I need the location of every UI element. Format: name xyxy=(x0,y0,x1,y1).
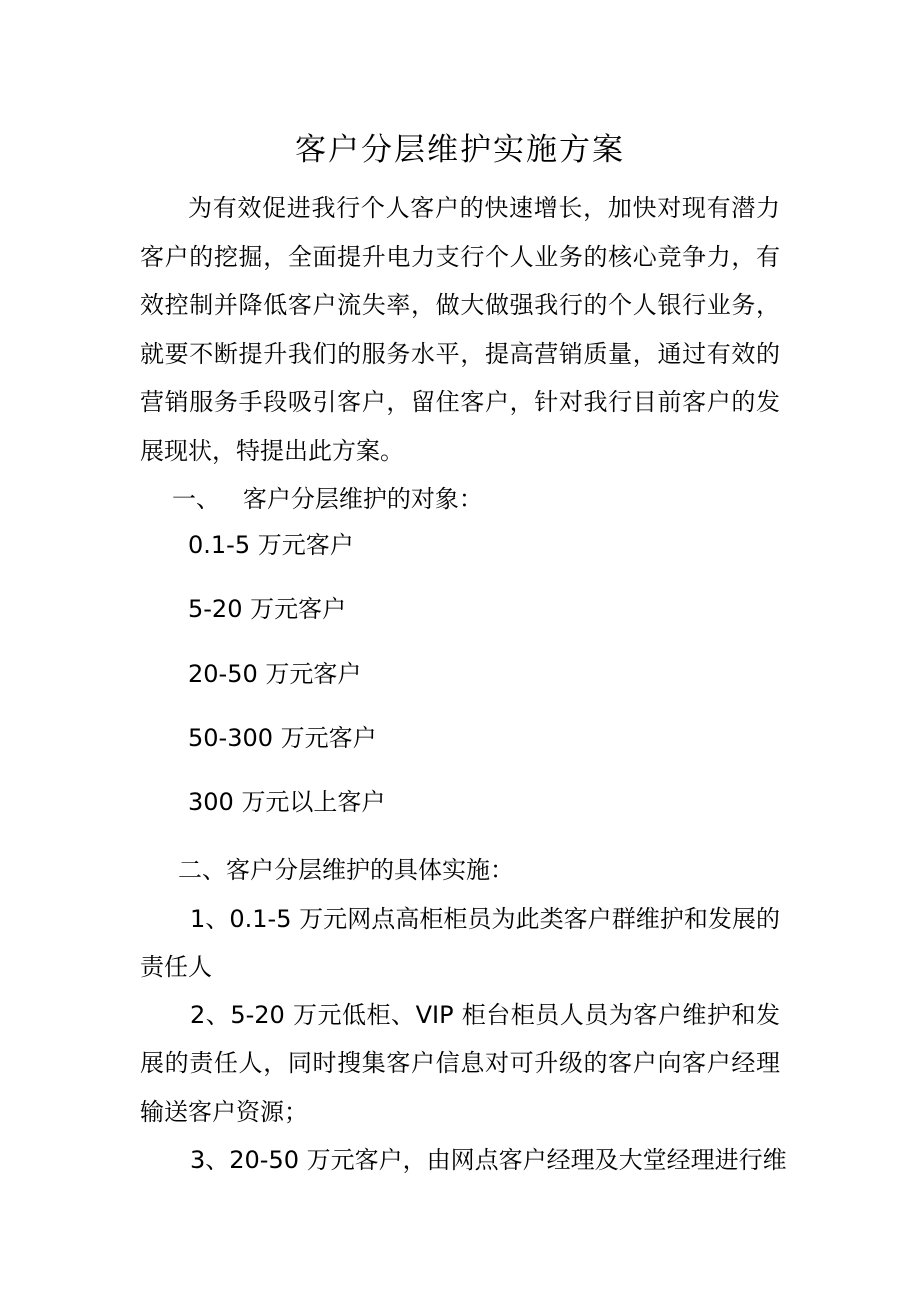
intro-line: 效控制并降低客户流失率，做大做强我行的个人银行业务， xyxy=(140,291,780,319)
item-line: 展的责任人，同时搜集客户信息对可升级的客户向客户经理 xyxy=(140,1049,780,1077)
intro-line: 为有效促进我行个人客户的快速增长，加快对现有潜力 xyxy=(188,194,780,222)
intro-line: 就要不断提升我们的服务水平，提高营销质量，通过有效的 xyxy=(140,340,780,368)
item-line: 责任人 xyxy=(140,953,212,981)
intro-line: 营销服务手段吸引客户，留住客户，针对我行目前客户的发 xyxy=(140,388,780,416)
item-line: 3、20-50 万元客户，由网点客户经理及大堂经理进行维 xyxy=(190,1146,787,1174)
intro-line: 客户的挖掘，全面提升电力支行个人业务的核心竞争力，有 xyxy=(140,243,780,271)
tier-item: 20-50 万元客户 xyxy=(188,660,362,688)
item-line: 输送客户资源； xyxy=(140,1098,308,1126)
section-heading: 二、客户分层维护的具体实施： xyxy=(178,856,514,884)
tier-item: 0.1-5 万元客户 xyxy=(188,531,354,559)
tier-item: 300 万元以上客户 xyxy=(188,788,386,816)
section-heading: 一、 客户分层维护的对象： xyxy=(172,485,483,513)
tier-item: 5-20 万元客户 xyxy=(188,595,347,623)
document-title: 客户分层维护实施方案 xyxy=(295,132,625,168)
intro-line: 展现状，特提出此方案。 xyxy=(140,437,404,465)
tier-item: 50-300 万元客户 xyxy=(188,724,377,752)
item-line: 1、0.1-5 万元网点高柜柜员为此类客户群维护和发展的 xyxy=(190,905,780,933)
item-line: 2、5-20 万元低柜、VIP 柜台柜员人员为客户维护和发 xyxy=(190,1001,780,1029)
